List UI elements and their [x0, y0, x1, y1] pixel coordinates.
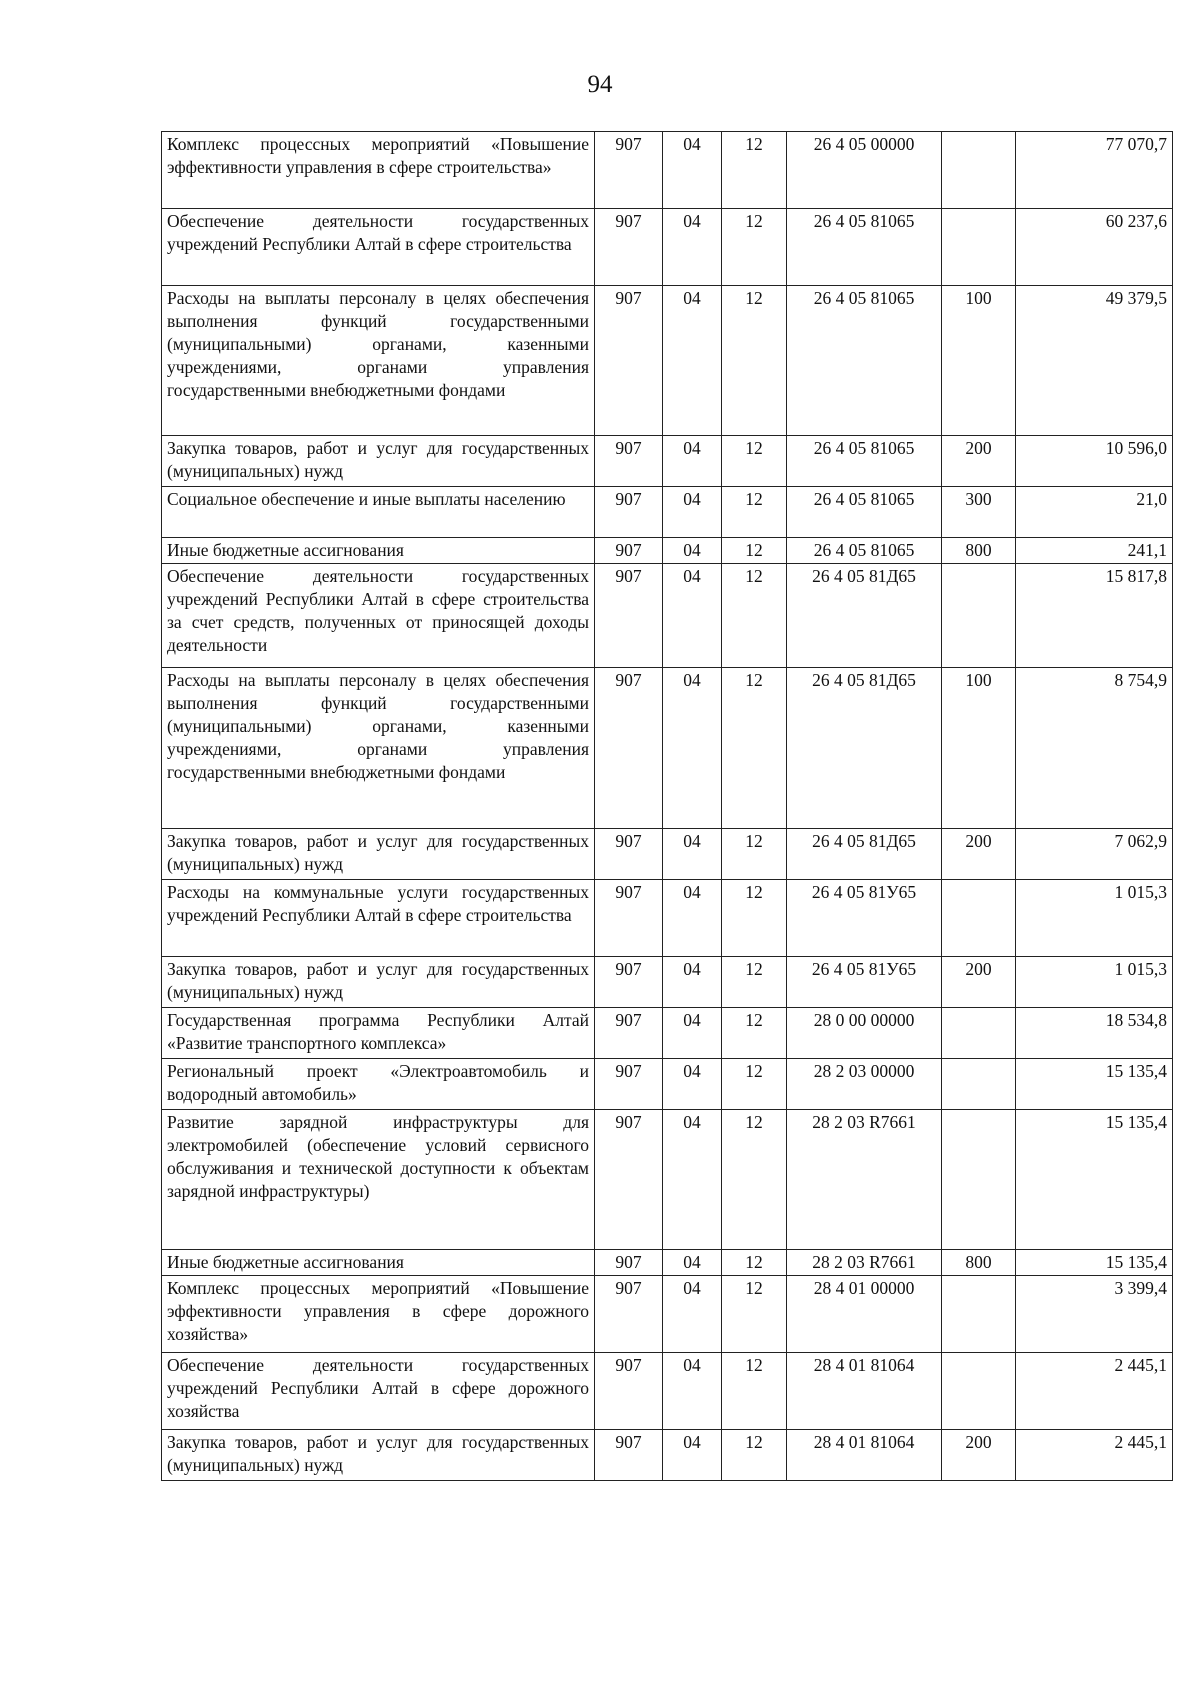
row-name: Расходы на выплаты персоналу в целях обеспечения выполнения функций государственными (муниципальными) органами, казенными учреждениями, органами управления государственными внебюджетными фондами — [162, 668, 595, 829]
row-name: Закупка товаров, работ и услуг для государственных (муниципальных) нужд — [162, 1430, 595, 1481]
row-expense-type: 200 — [942, 1430, 1016, 1481]
row-amount: 1 015,3 — [1016, 880, 1173, 957]
row-section-code: 04 — [663, 1430, 722, 1481]
row-grbs-code: 907 — [595, 436, 663, 487]
row-subsection-code: 12 — [722, 957, 787, 1008]
table-row — [162, 1059, 1173, 1110]
row-section-code: 04 — [663, 957, 722, 1008]
row-grbs-code: 907 — [595, 829, 663, 880]
row-expense-type — [942, 209, 1016, 286]
row-section-code: 04 — [663, 436, 722, 487]
row-amount: 15 135,4 — [1016, 1059, 1173, 1110]
row-section-code: 04 — [663, 1353, 722, 1430]
row-target-article: 26 4 05 81Д65 — [787, 829, 942, 880]
row-subsection-code: 12 — [722, 1110, 787, 1250]
row-subsection-code: 12 — [722, 880, 787, 957]
row-target-article: 28 2 03 00000 — [787, 1059, 942, 1110]
row-subsection-code: 12 — [722, 564, 787, 668]
row-subsection-code: 12 — [722, 538, 787, 564]
row-expense-type: 200 — [942, 957, 1016, 1008]
row-name: Развитие зарядной инфраструктуры для электромобилей (обеспечение условий сервисного обслуживания и технической доступности к объектам зарядной инфраструктуры) — [162, 1110, 595, 1250]
row-grbs-code: 907 — [595, 1110, 663, 1250]
row-amount: 2 445,1 — [1016, 1353, 1173, 1430]
row-target-article: 28 4 01 81064 — [787, 1430, 942, 1481]
row-subsection-code: 12 — [722, 1430, 787, 1481]
row-expense-type — [942, 1008, 1016, 1059]
row-amount: 18 534,8 — [1016, 1008, 1173, 1059]
row-section-code: 04 — [663, 1276, 722, 1353]
row-expense-type — [942, 1059, 1016, 1110]
row-expense-type: 100 — [942, 668, 1016, 829]
row-name: Региональный проект «Электроавтомобиль и водородный автомобиль» — [162, 1059, 595, 1110]
row-grbs-code: 907 — [595, 880, 663, 957]
row-subsection-code: 12 — [722, 286, 787, 436]
row-expense-type: 800 — [942, 1250, 1016, 1276]
row-grbs-code: 907 — [595, 1250, 663, 1276]
row-section-code: 04 — [663, 1008, 722, 1059]
row-grbs-code: 907 — [595, 132, 663, 209]
row-subsection-code: 12 — [722, 1250, 787, 1276]
row-section-code: 04 — [663, 487, 722, 538]
table-row — [162, 132, 1173, 209]
row-section-code: 04 — [663, 286, 722, 436]
row-amount: 49 379,5 — [1016, 286, 1173, 436]
row-expense-type — [942, 132, 1016, 209]
page-number: 94 — [587, 71, 613, 98]
row-section-code: 04 — [663, 880, 722, 957]
row-expense-type — [942, 1353, 1016, 1430]
row-grbs-code: 907 — [595, 538, 663, 564]
row-target-article: 26 4 05 81065 — [787, 286, 942, 436]
row-name: Расходы на коммунальные услуги государственных учреждений Республики Алтай в сфере строительства — [162, 880, 595, 957]
budget-table — [161, 131, 1173, 1481]
row-section-code: 04 — [663, 1059, 722, 1110]
row-grbs-code: 907 — [595, 668, 663, 829]
table-row — [162, 487, 1173, 538]
row-target-article: 28 4 01 81064 — [787, 1353, 942, 1430]
row-section-code: 04 — [663, 668, 722, 829]
table-row — [162, 668, 1173, 829]
row-expense-type — [942, 1110, 1016, 1250]
row-subsection-code: 12 — [722, 1008, 787, 1059]
row-subsection-code: 12 — [722, 436, 787, 487]
row-subsection-code: 12 — [722, 1353, 787, 1430]
budget-table-body — [162, 132, 1173, 1481]
row-name: Закупка товаров, работ и услуг для государственных (муниципальных) нужд — [162, 436, 595, 487]
row-target-article: 26 4 05 81065 — [787, 538, 942, 564]
row-subsection-code: 12 — [722, 1059, 787, 1110]
table-row — [162, 1250, 1173, 1276]
row-expense-type: 200 — [942, 436, 1016, 487]
row-target-article: 26 4 05 00000 — [787, 132, 942, 209]
row-name: Расходы на выплаты персоналу в целях обеспечения выполнения функций государственными (муниципальными) органами, казенными учреждениями, органами управления государственными внебюджетными фондами — [162, 286, 595, 436]
table-row — [162, 957, 1173, 1008]
row-target-article: 28 2 03 R7661 — [787, 1250, 942, 1276]
row-subsection-code: 12 — [722, 668, 787, 829]
row-amount: 1 015,3 — [1016, 957, 1173, 1008]
row-grbs-code: 907 — [595, 1008, 663, 1059]
row-name: Иные бюджетные ассигнования — [162, 1250, 595, 1276]
row-expense-type — [942, 564, 1016, 668]
table-row — [162, 1110, 1173, 1250]
table-row — [162, 538, 1173, 564]
row-subsection-code: 12 — [722, 209, 787, 286]
row-section-code: 04 — [663, 538, 722, 564]
row-grbs-code: 907 — [595, 487, 663, 538]
row-amount: 21,0 — [1016, 487, 1173, 538]
table-row — [162, 1430, 1173, 1481]
row-target-article: 26 4 05 81Д65 — [787, 564, 942, 668]
row-grbs-code: 907 — [595, 209, 663, 286]
row-amount: 7 062,9 — [1016, 829, 1173, 880]
row-grbs-code: 907 — [595, 286, 663, 436]
row-amount: 2 445,1 — [1016, 1430, 1173, 1481]
row-section-code: 04 — [663, 564, 722, 668]
row-target-article: 26 4 05 81065 — [787, 436, 942, 487]
row-name: Обеспечение деятельности государственных учреждений Республики Алтай в сфере строительства за счет средств, полученных от приносящей доходы деятельности — [162, 564, 595, 668]
table-row — [162, 209, 1173, 286]
table-row — [162, 564, 1173, 668]
row-grbs-code: 907 — [595, 957, 663, 1008]
row-name: Обеспечение деятельности государственных учреждений Республики Алтай в сфере строительства — [162, 209, 595, 286]
row-section-code: 04 — [663, 132, 722, 209]
row-expense-type: 300 — [942, 487, 1016, 538]
row-section-code: 04 — [663, 209, 722, 286]
row-name: Комплекс процессных мероприятий «Повышение эффективности управления в сфере дорожного хозяйства» — [162, 1276, 595, 1353]
row-section-code: 04 — [663, 829, 722, 880]
row-amount: 10 596,0 — [1016, 436, 1173, 487]
row-grbs-code: 907 — [595, 1430, 663, 1481]
row-section-code: 04 — [663, 1110, 722, 1250]
row-amount: 60 237,6 — [1016, 209, 1173, 286]
row-name: Иные бюджетные ассигнования — [162, 538, 595, 564]
row-name: Закупка товаров, работ и услуг для государственных (муниципальных) нужд — [162, 957, 595, 1008]
row-grbs-code: 907 — [595, 564, 663, 668]
row-subsection-code: 12 — [722, 487, 787, 538]
row-amount: 8 754,9 — [1016, 668, 1173, 829]
row-expense-type: 100 — [942, 286, 1016, 436]
row-name: Социальное обеспечение и иные выплаты населению — [162, 487, 595, 538]
table-row — [162, 829, 1173, 880]
table-row — [162, 1353, 1173, 1430]
row-target-article: 26 4 05 81065 — [787, 209, 942, 286]
table-row — [162, 286, 1173, 436]
row-target-article: 26 4 05 81У65 — [787, 957, 942, 1008]
row-name: Государственная программа Республики Алтай «Развитие транспортного комплекса» — [162, 1008, 595, 1059]
row-section-code: 04 — [663, 1250, 722, 1276]
row-name: Обеспечение деятельности государственных учреждений Республики Алтай в сфере дорожного хозяйства — [162, 1353, 595, 1430]
row-amount: 77 070,7 — [1016, 132, 1173, 209]
table-row — [162, 436, 1173, 487]
row-target-article: 26 4 05 81Д65 — [787, 668, 942, 829]
row-subsection-code: 12 — [722, 132, 787, 209]
row-expense-type — [942, 880, 1016, 957]
row-grbs-code: 907 — [595, 1059, 663, 1110]
row-grbs-code: 907 — [595, 1353, 663, 1430]
row-target-article: 28 0 00 00000 — [787, 1008, 942, 1059]
row-target-article: 26 4 05 81У65 — [787, 880, 942, 957]
table-row — [162, 1276, 1173, 1353]
row-amount: 15 135,4 — [1016, 1250, 1173, 1276]
row-name: Закупка товаров, работ и услуг для государственных (муниципальных) нужд — [162, 829, 595, 880]
table-row — [162, 880, 1173, 957]
row-subsection-code: 12 — [722, 1276, 787, 1353]
row-target-article: 28 4 01 00000 — [787, 1276, 942, 1353]
row-grbs-code: 907 — [595, 1276, 663, 1353]
row-amount: 241,1 — [1016, 538, 1173, 564]
row-expense-type: 200 — [942, 829, 1016, 880]
row-expense-type — [942, 1276, 1016, 1353]
row-expense-type: 800 — [942, 538, 1016, 564]
table-row — [162, 1008, 1173, 1059]
row-name: Комплекс процессных мероприятий «Повышение эффективности управления в сфере строительства» — [162, 132, 595, 209]
row-target-article: 28 2 03 R7661 — [787, 1110, 942, 1250]
row-amount: 15 817,8 — [1016, 564, 1173, 668]
row-amount: 3 399,4 — [1016, 1276, 1173, 1353]
row-subsection-code: 12 — [722, 829, 787, 880]
row-target-article: 26 4 05 81065 — [787, 487, 942, 538]
row-amount: 15 135,4 — [1016, 1110, 1173, 1250]
